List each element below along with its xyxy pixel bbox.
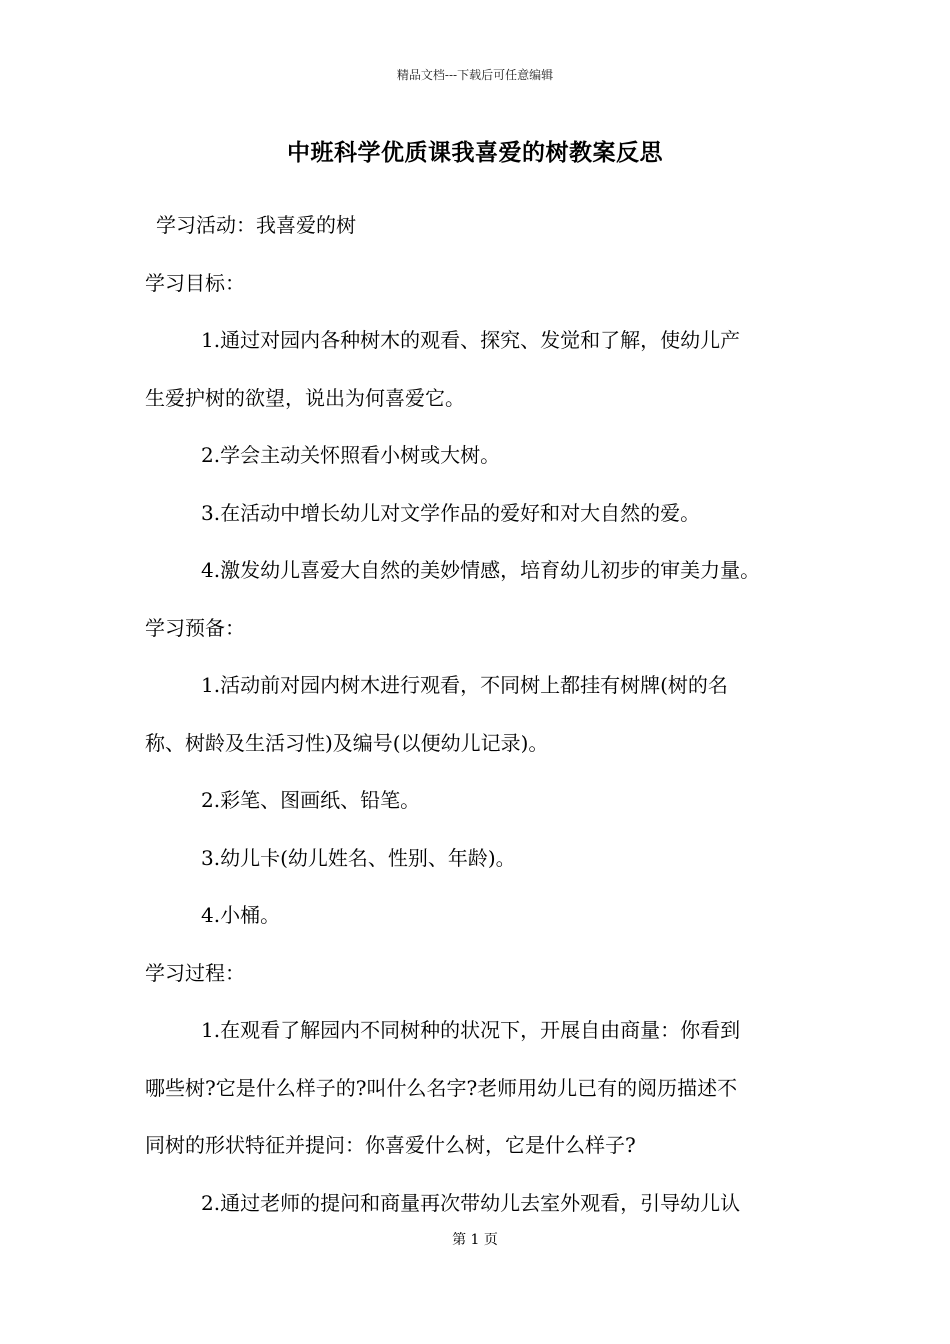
header-note: 精品文档---下载后可任意编辑 (396, 68, 554, 82)
process-line-1-continued-a: 哪些树?它是什么样子的?叫什么名字?老师用幼儿已有的阅历描述不 (145, 1075, 738, 1100)
preparation-line-3: 3.幼儿卡(幼儿姓名、性别、年龄)。 (201, 845, 516, 870)
preparation-heading: 学习预备： (145, 615, 245, 640)
process-line-2: 2.通过老师的提问和商量再次带幼儿去室外观看，引导幼儿认 (201, 1190, 741, 1215)
goals-line-1-continued: 生爱护树的欲望，说出为何喜爱它。 (145, 385, 465, 410)
goals-line-1: 1.通过对园内各种树木的观看、探究、发觉和了解，使幼儿产 (201, 328, 741, 352)
process-line-1: 1.在观看了解园内不同树种的状况下，开展自由商量：你看到 (201, 1018, 741, 1042)
process-heading: 学习过程： (145, 960, 245, 985)
document-title: 中班科学优质课我喜爱的树教案反思 (287, 139, 663, 166)
preparation-line-1: 1.活动前对园内树木进行观看，不同树上都挂有树牌(树的名 (201, 673, 728, 697)
goals-line-3: 3.在活动中增长幼儿对文学作品的爱好和对大自然的爱。 (201, 500, 701, 525)
page-number: 第 1 页 (452, 1232, 498, 1248)
preparation-line-2: 2.彩笔、图画纸、铅笔。 (201, 788, 421, 812)
process-line-1-continued-b: 同树的形状特征并提问：你喜爱什么树，它是什么样子? (145, 1133, 636, 1157)
goals-line-2: 2.学会主动关怀照看小树或大树。 (201, 443, 501, 467)
goals-line-4: 4.激发幼儿喜爱大自然的美妙情感，培育幼儿初步的审美力量。 (201, 558, 761, 582)
document-body (145, 197, 815, 1232)
preparation-line-1-continued: 称、树龄及生活习性)及编号(以便幼儿记录)。 (145, 730, 549, 755)
preparation-line-4: 4.小桶。 (201, 903, 281, 927)
activity-line: 学习活动：我喜爱的树 (156, 213, 356, 237)
goals-heading: 学习目标： (145, 270, 245, 295)
